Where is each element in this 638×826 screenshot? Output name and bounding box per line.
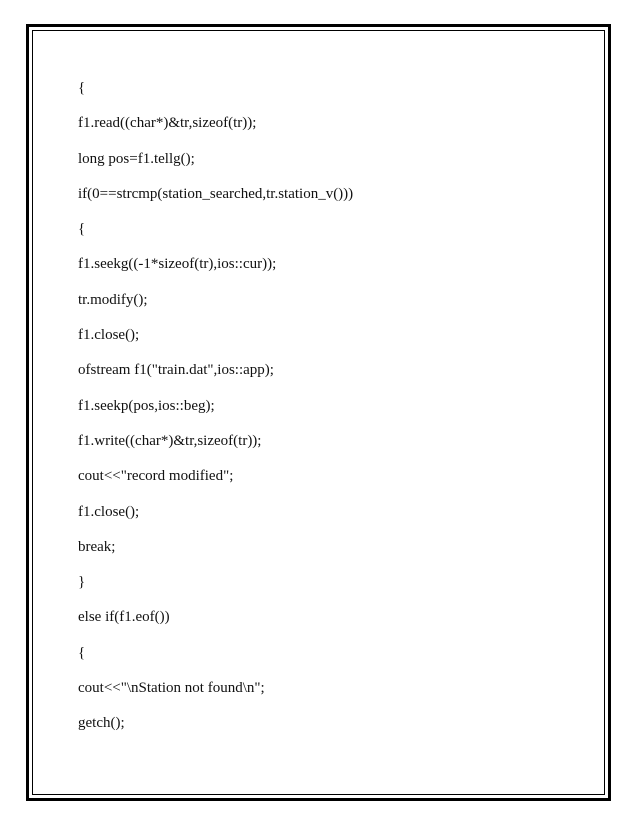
code-line: { (78, 80, 86, 96)
code-line: f1.close(); (78, 327, 140, 344)
code-line: cout<<"record modified"; (78, 468, 234, 485)
code-line: { (78, 644, 86, 661)
code-line: f1.read((char*)&tr,sizeof(tr)); (78, 115, 257, 132)
code-line: f1.seekg((-1*sizeof(tr),ios::cur)); (78, 256, 277, 273)
code-line: long pos=f1.tellg(); (78, 150, 195, 167)
code-line: getch(); (78, 715, 125, 732)
code-line: f1.seekp(pos,ios::beg); (78, 397, 215, 414)
code-line: cout<<"\nStation not found\n"; (78, 680, 265, 697)
code-line: break; (78, 538, 116, 555)
code-line: } (78, 574, 86, 591)
code-line: tr.modify(); (78, 291, 148, 308)
code-line: f1.close(); (78, 503, 140, 520)
code-line: if(0==strcmp(station_searched,tr.station_v())) (78, 185, 354, 202)
code-line: f1.write((char*)&tr,sizeof(tr)); (78, 432, 262, 449)
code-line: { (78, 221, 86, 238)
code-listing (78, 71, 353, 742)
code-line: ofstream f1("train.dat",ios::app); (78, 362, 274, 379)
code-line: else if(f1.eof()) (78, 609, 170, 626)
